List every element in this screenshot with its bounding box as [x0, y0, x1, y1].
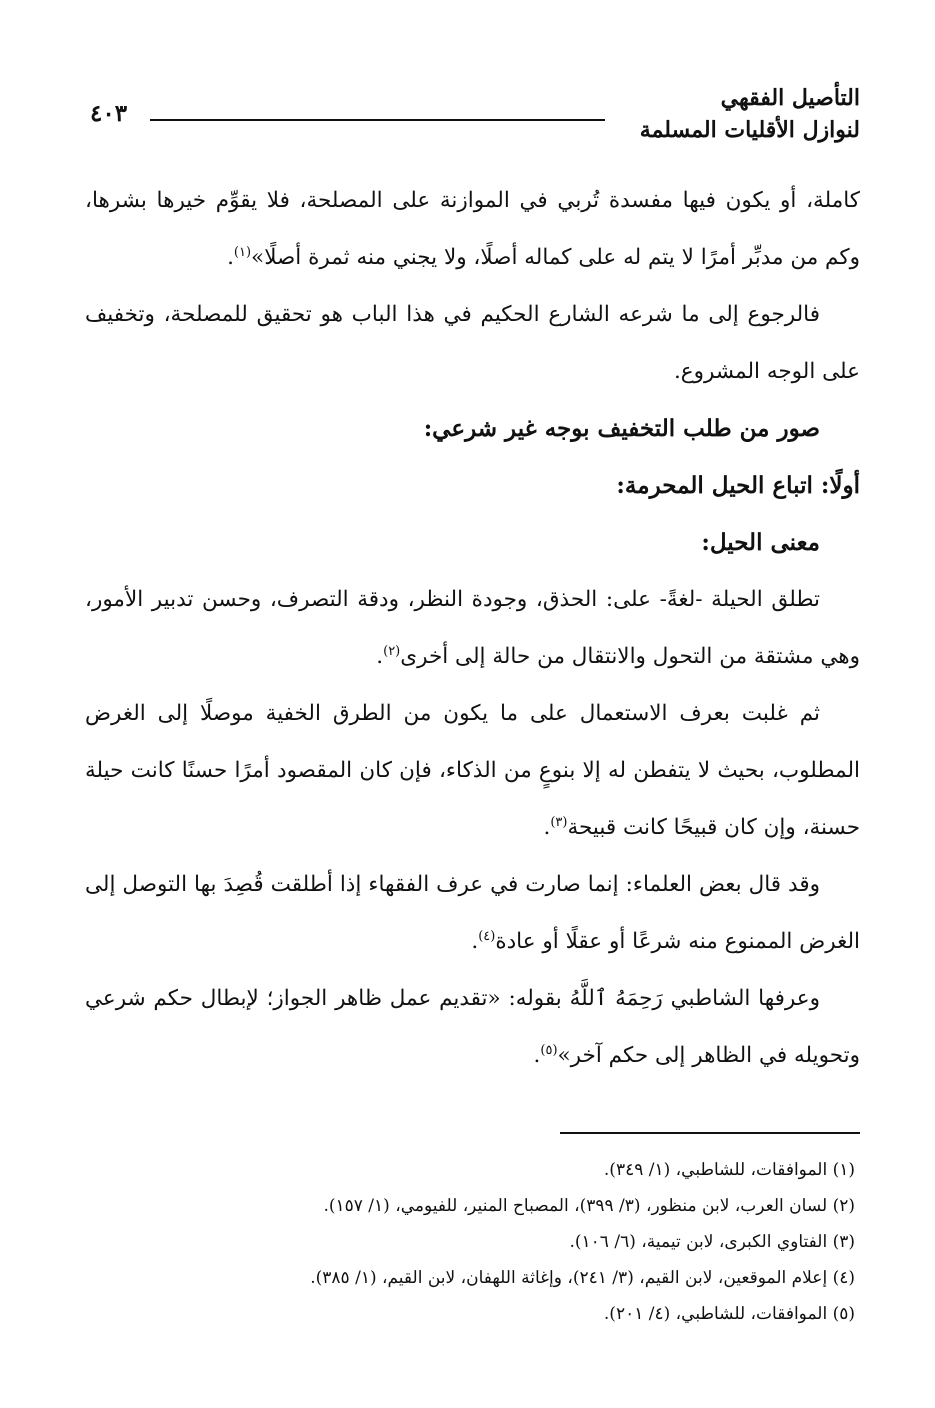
paragraph-4-end: .: [543, 815, 551, 840]
paragraph-4-text: ثم غلبت بعرف الاستعمال على ما يكون من الطرق الخفية موصلًا إلى الغرض المطلوب، بحيث لا يتفطن له إلا بنوعٍ من الذكاء، فإن كان المقصود أمرًا حسنًا كانت حيلة حسنة، وإن كان قبيحًا كانت قبيحة: [85, 701, 860, 840]
running-head-line1: التأصيل الفقهي: [720, 85, 860, 111]
paragraph-6: [85, 970, 860, 1084]
subsubsection-heading: معنى الحيل:: [701, 529, 820, 556]
page-header: [90, 82, 860, 152]
paragraph-3-end: .: [376, 644, 384, 669]
section-heading: صور من طلب التخفيف بوجه غير شرعي:: [423, 415, 820, 442]
footnote-1: (١) الموافقات، للشاطبي، (١/ ٣٤٩).: [603, 1160, 855, 1180]
paragraph-3: [85, 571, 860, 685]
subsection-heading: أولًا: اتباع الحيل المحرمة:: [616, 472, 860, 499]
header-rule: [150, 119, 605, 121]
paragraph-5: [85, 856, 860, 970]
footnote-ref-1: (١): [233, 244, 252, 260]
footnote-rule: [560, 1132, 860, 1134]
paragraph-3-text: تطلق الحيلة -لغةً- على: الحذق، وجودة النظر، ودقة التصرف، وحسن تدبير الأمور، وهي مشتقة من التحول والانتقال من حالة إلى أخرى: [85, 587, 860, 669]
page-number: ٤٠٣: [90, 100, 128, 127]
paragraph-6-text: وعرفها الشاطبي رَحِمَهُ ٱللَّهُ بقوله: «تقديم عمل ظاهر الجواز؛ لإبطال حكم شرعي وتحويله في الظاهر إلى حكم آخر»: [85, 986, 860, 1068]
footnote-3: (٣) الفتاوي الكبرى، لابن تيمية، (٦/ ١٠٦).: [569, 1232, 855, 1252]
paragraph-5-end: .: [471, 929, 479, 954]
paragraph-1-text: كاملة، أو يكون فيها مفسدة تُربي في الموازنة على المصلحة، فلا يقوِّم خيرها بشرها، وكم من مدبِّر أمرًا لا يتم له على كماله أصلًا، ولا يجني منه ثمرة أصلًا»: [85, 188, 860, 270]
footnote-ref-4: (٤): [478, 928, 496, 944]
paragraph-1-end: .: [227, 245, 234, 270]
paragraph-4: [85, 685, 860, 856]
footnote-5: (٥) الموافقات، للشاطبي، (٤/ ٢٠١).: [603, 1304, 855, 1324]
footnote-ref-5: (٥): [540, 1042, 558, 1058]
body-text: [85, 172, 860, 1084]
paragraph-5-text: وقد قال بعض العلماء: إنما صارت في عرف الفقهاء إذا أطلقت قُصِدَ بها التوصل إلى الغرض الممنوع منه شرعًا أو عقلًا أو عادة: [85, 872, 860, 954]
running-head-line2: لنوازل الأقليات المسلمة: [639, 117, 860, 143]
running-head: [640, 82, 860, 146]
footnote-ref-2: (٢): [383, 643, 401, 659]
footnote-ref-3: (٣): [550, 814, 568, 830]
footnote-4: (٤) إعلام الموقعين، لابن القيم، (٣/ ٢٤١)، وإغاثة اللهفان، لابن القيم، (١/ ٣٨٥).: [310, 1268, 855, 1288]
footnote-2: (٢) لسان العرب، لابن منظور، (٣/ ٣٩٩)، المصباح المنير، للفيومي، (١/ ١٥٧).: [323, 1196, 855, 1216]
paragraph-1: [85, 172, 860, 286]
paragraph-6-end: .: [533, 1043, 541, 1068]
footnotes: [75, 1152, 855, 1332]
paragraph-2: فالرجوع إلى ما شرعه الشارع الحكيم في هذا الباب هو تحقيق للمصلحة، وتخفيف على الوجه المشروع.: [85, 302, 860, 384]
